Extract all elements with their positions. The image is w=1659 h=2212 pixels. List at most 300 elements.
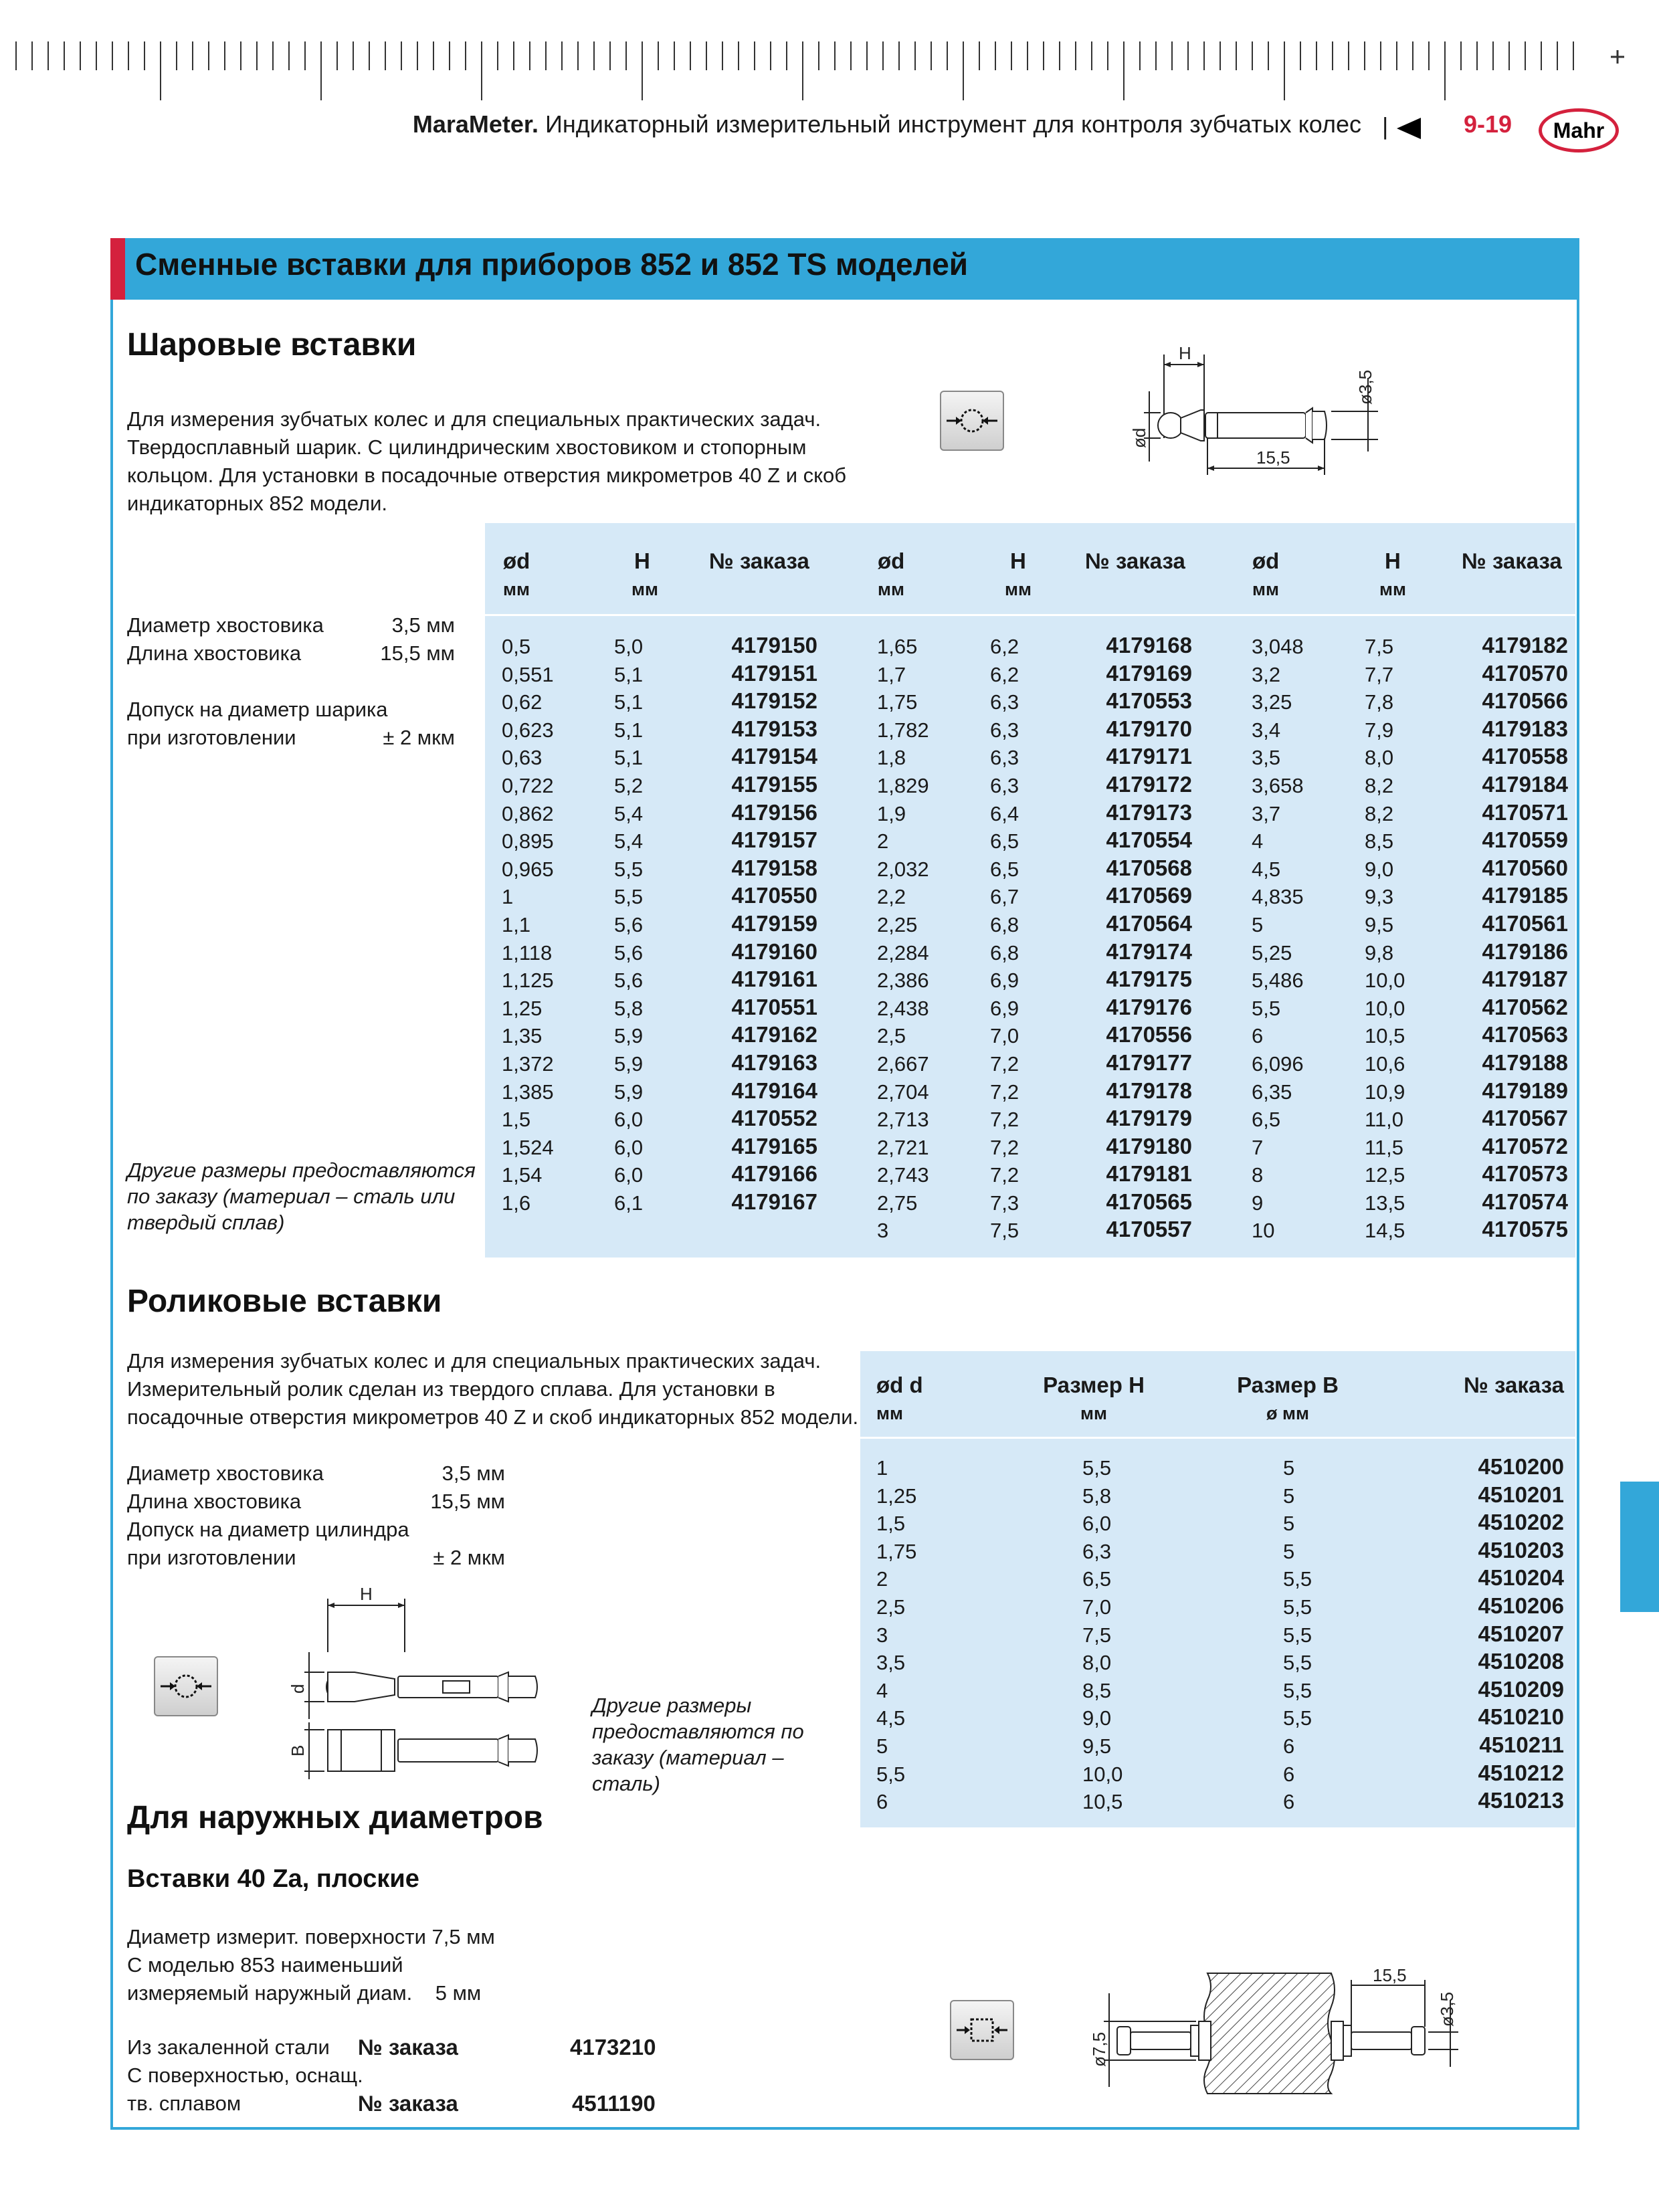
table-cell: 4179175 — [1106, 967, 1192, 992]
table-cell: 10,0 — [1365, 969, 1405, 993]
spec-label: Диаметр хвостовика — [127, 613, 324, 637]
table-cell: 4510210 — [1478, 1704, 1564, 1730]
table-cell: 4179185 — [1482, 883, 1568, 908]
table-cell: 6,8 — [990, 940, 1019, 965]
note-line: заказу (материал – — [592, 1746, 784, 1769]
table-cell: 11,5 — [1365, 1135, 1404, 1159]
table-cell: 6,5 — [990, 857, 1019, 881]
table-cell: 4179181 — [1106, 1161, 1192, 1187]
table-cell: 4179161 — [731, 967, 817, 992]
table-cell: 6,8 — [990, 912, 1019, 936]
table-cell: 2,743 — [877, 1163, 929, 1187]
table-cell: 1,5 — [876, 1512, 906, 1536]
table-cell: 2 — [877, 829, 889, 853]
table-cell: 1 — [876, 1456, 888, 1480]
outer-desc-line: С моделью 853 наименьший — [127, 1953, 403, 1977]
table-cell: 1,524 — [502, 1135, 554, 1159]
table-cell: 0,5 — [502, 635, 531, 658]
table-cell: 2,75 — [877, 1191, 918, 1215]
table-cell: 8,5 — [1082, 1678, 1112, 1702]
table-cell: 14,5 — [1365, 1219, 1405, 1243]
table-cell: 6,5 — [1082, 1567, 1112, 1591]
table-cell: 6,3 — [990, 690, 1019, 714]
order-label: № заказа — [358, 2035, 458, 2059]
outer-desc-line: измеряемый наружный диам. 5 мм — [127, 1981, 482, 2005]
table-cell: 4170567 — [1482, 1106, 1568, 1131]
table-cell: 4510213 — [1478, 1788, 1564, 1813]
table-cell: 5,8 — [1082, 1484, 1112, 1508]
dim-d-label: ø7,5 — [1089, 2031, 1109, 2067]
table-cell: 6,0 — [1082, 1512, 1112, 1536]
table-cell: 3,25 — [1252, 690, 1292, 714]
table-cell: 5 — [1252, 912, 1264, 936]
col-unit-h: мм — [1379, 579, 1406, 599]
ball-desc-line: индикаторных 852 модели. — [127, 492, 388, 515]
table-cell: 7,8 — [1365, 690, 1394, 714]
ball-col-h — [990, 633, 1019, 1245]
col-unit-h: мм — [1005, 579, 1032, 599]
table-cell: 6,7 — [990, 885, 1019, 909]
table-cell: 4179189 — [1482, 1078, 1568, 1103]
table-cell: 5,9 — [614, 1080, 644, 1104]
table-cell: 6,096 — [1252, 1051, 1304, 1076]
table-cell: 5,5 — [1283, 1706, 1312, 1730]
table-cell: 4510203 — [1478, 1537, 1564, 1563]
table-cell: 4170563 — [1482, 1022, 1568, 1047]
ball-col-d — [877, 633, 929, 1245]
table-cell: 4,835 — [1252, 885, 1304, 909]
ball-col-d — [1252, 633, 1304, 1245]
dim-h-label: H — [360, 1584, 373, 1604]
table-cell: 2,25 — [877, 912, 918, 936]
col-header-h: H — [1385, 548, 1401, 573]
table-cell: 4179172 — [1106, 771, 1192, 797]
col-unit-d: мм — [876, 1403, 903, 1423]
ball-specs — [127, 611, 455, 752]
table-cell: 1,118 — [502, 940, 553, 965]
table-cell: 4,5 — [876, 1706, 906, 1730]
table-cell: 7,0 — [990, 1024, 1019, 1048]
table-cell: 6,3 — [1082, 1539, 1112, 1563]
spec-value: 15,5 мм — [430, 1490, 505, 1513]
ball-col-order — [669, 631, 817, 1215]
outer-description — [127, 1923, 495, 2007]
table-cell: 5,6 — [614, 969, 644, 993]
table-cell: 6,1 — [614, 1191, 644, 1215]
table-cell: 7 — [1252, 1135, 1264, 1159]
table-cell: 4179157 — [731, 827, 817, 853]
col-header-order: № заказа — [709, 548, 809, 573]
table-cell: 4170575 — [1482, 1217, 1568, 1242]
spec-label: при изготовлении — [127, 1546, 296, 1569]
table-cell: 4170554 — [1106, 827, 1192, 853]
table-cell: 4179152 — [731, 688, 817, 714]
table-cell: 4179176 — [1106, 994, 1192, 1019]
table-cell: 3,658 — [1252, 773, 1304, 797]
table-cell: 0,551 — [502, 662, 554, 686]
table-cell: 4179183 — [1482, 716, 1568, 741]
col-header-order: № заказа — [1464, 1373, 1564, 1397]
table-cell: 4179180 — [1106, 1133, 1192, 1159]
note-line: сталь) — [592, 1772, 660, 1795]
table-cell: 13,5 — [1365, 1191, 1405, 1215]
table-cell: 2,713 — [877, 1108, 929, 1132]
table-cell: 10 — [1252, 1219, 1275, 1243]
table-cell: 4179187 — [1482, 967, 1568, 992]
outer-diameter-icon — [950, 2000, 1014, 2060]
table-cell: 4170566 — [1482, 688, 1568, 714]
table-cell: 5,5 — [1252, 996, 1281, 1020]
mahr-logo — [1539, 108, 1619, 153]
table-cell: 0,895 — [502, 829, 554, 853]
table-cell: 7,3 — [990, 1191, 1019, 1215]
item-label: тв. сплавом — [127, 2092, 241, 2115]
header-subtitle: Индикаторный измерительный инструмент для контроля зубчатых колес — [545, 110, 1361, 138]
table-cell: 7,2 — [990, 1108, 1019, 1132]
table-cell: 6,9 — [990, 969, 1019, 993]
table-cell: 4170561 — [1482, 910, 1568, 936]
table-cell: 5 — [1283, 1512, 1295, 1536]
table-cell: 6,3 — [990, 718, 1019, 742]
dim-length-label: 15,5 — [1256, 447, 1290, 468]
table-cell: 9,8 — [1365, 940, 1394, 965]
table-cell: 1,125 — [502, 969, 554, 993]
table-cell: 2,386 — [877, 969, 929, 993]
banner-title: Сменные вставки для приборов 852 и 852 TS моделей — [135, 247, 969, 282]
table-cell: 4179177 — [1106, 1049, 1192, 1075]
table-cell: 4510212 — [1478, 1760, 1564, 1785]
table-cell: 4179186 — [1482, 938, 1568, 964]
spec-value: 15,5 мм — [380, 641, 455, 665]
table-cell: 5,0 — [614, 635, 644, 658]
dim-b-label: B — [288, 1744, 308, 1756]
table-cell: 7,5 — [1365, 635, 1394, 658]
table-cell: 7,9 — [1365, 718, 1394, 742]
table-cell: 6,0 — [614, 1108, 644, 1132]
outer-order-list — [127, 2033, 676, 2118]
table-cell: 2,438 — [877, 996, 929, 1020]
item-label: С поверхностью, оснащ. — [127, 2064, 363, 2087]
table-cell: 6,2 — [990, 635, 1019, 658]
spec-label: Длина хвостовика — [127, 1490, 302, 1513]
table-cell: 5,1 — [614, 746, 644, 770]
table-cell: 5,5 — [1082, 1456, 1112, 1480]
roller-description — [127, 1347, 858, 1431]
table-cell: 4170552 — [731, 1106, 817, 1131]
table-cell: 5,9 — [614, 1024, 644, 1048]
table-cell: 1,54 — [502, 1163, 543, 1187]
table-cell: 1,35 — [502, 1024, 543, 1048]
table-cell: 5,25 — [1252, 940, 1292, 965]
table-cell: 9,3 — [1365, 885, 1394, 909]
ball-desc-line: кольцом. Для установки в посадочные отверстия микрометров 40 Z и скоб — [127, 464, 847, 487]
spec-value: ± 2 мкм — [383, 726, 455, 749]
table-cell: 1,25 — [502, 996, 543, 1020]
roller-heading: Роликовые вставки — [127, 1284, 442, 1319]
table-cell: 8,5 — [1365, 829, 1394, 853]
spec-label: Допуск на диаметр цилиндра — [127, 1518, 409, 1541]
table-cell: 5,1 — [614, 662, 644, 686]
table-cell: 6,35 — [1252, 1080, 1292, 1104]
table-cell: 1,9 — [877, 801, 906, 825]
col-header-d: ød — [878, 548, 905, 573]
roller-col-b — [1283, 1454, 1312, 1816]
order-label: № заказа — [358, 2091, 458, 2116]
table-cell: 1,75 — [876, 1539, 917, 1563]
roller-desc-line: Измерительный ролик сделан из твердого сплава. Для установки в — [127, 1377, 775, 1401]
table-cell: 1,1 — [502, 912, 531, 936]
table-cell: 4179170 — [1106, 716, 1192, 741]
table-cell: 3,4 — [1252, 718, 1281, 742]
table-cell: 4170570 — [1482, 660, 1568, 686]
roller-col-h — [1082, 1454, 1123, 1816]
col-unit-d: мм — [503, 579, 530, 599]
table-cell: 8,2 — [1365, 773, 1394, 797]
col-header-order: № заказа — [1462, 548, 1562, 573]
spec-label: Диаметр хвостовика — [127, 1462, 324, 1485]
table-cell: 7,2 — [990, 1080, 1019, 1104]
roller-col-order — [1405, 1453, 1564, 1815]
note-line: Другие размеры предоставляются — [127, 1159, 476, 1182]
table-cell: 4179151 — [731, 660, 817, 686]
table-cell: 3,048 — [1252, 635, 1304, 658]
table-cell: 8,0 — [1365, 746, 1394, 770]
table-cell: 1,8 — [877, 746, 906, 770]
table-cell: 4179163 — [731, 1049, 817, 1075]
table-cell: 0,623 — [502, 718, 554, 742]
table-cell: 1,372 — [502, 1051, 554, 1076]
table-cell: 5,1 — [614, 718, 644, 742]
table-cell: 5 — [1283, 1539, 1295, 1563]
table-cell: 3,2 — [1252, 662, 1281, 686]
ball-note — [127, 1157, 476, 1235]
table-cell: 0,965 — [502, 857, 554, 881]
table-cell: 4170551 — [731, 994, 817, 1019]
table-cell: 4510201 — [1478, 1482, 1564, 1507]
table-cell: 5,486 — [1252, 969, 1304, 993]
table-cell: 6,9 — [990, 996, 1019, 1020]
table-cell: 4170572 — [1482, 1133, 1568, 1159]
measurement-insert-icon — [940, 391, 1004, 451]
table-cell: 5,9 — [614, 1051, 644, 1076]
ball-insert-diagram — [1104, 338, 1385, 492]
col-header-h: Размер H — [1043, 1373, 1145, 1397]
spec-label: Допуск на диаметр шарика — [127, 698, 388, 721]
table-cell: 5,1 — [614, 690, 644, 714]
table-cell: 4179179 — [1106, 1106, 1192, 1131]
table-cell: 2,721 — [877, 1135, 929, 1159]
table-cell: 4510208 — [1478, 1649, 1564, 1674]
table-cell: 4 — [876, 1678, 888, 1702]
outer-heading: Для наружных диаметров — [127, 1800, 543, 1835]
table-cell: 7,5 — [1082, 1623, 1112, 1647]
page-number: 9-19 — [1464, 110, 1512, 138]
table-cell: 8,0 — [1082, 1651, 1112, 1675]
table-cell: 4179166 — [731, 1161, 817, 1187]
table-cell: 4170558 — [1482, 744, 1568, 769]
flat-insert-diagram — [1084, 1960, 1465, 2100]
table-cell: 2,5 — [876, 1595, 906, 1619]
table-cell: 6 — [1283, 1734, 1295, 1758]
table-cell: 5,5 — [614, 857, 644, 881]
table-cell: 4179159 — [731, 910, 817, 936]
spec-label: при изготовлении — [127, 726, 296, 749]
table-cell: 5,5 — [614, 885, 644, 909]
table-cell: 11,0 — [1365, 1108, 1404, 1132]
table-cell: 4179174 — [1106, 938, 1192, 964]
ball-heading: Шаровые вставки — [127, 327, 417, 363]
table-cell: 4510207 — [1478, 1621, 1564, 1646]
dim-shank-label: ø3,5 — [1437, 1991, 1457, 2027]
table-cell: 4,5 — [1252, 857, 1281, 881]
table-cell: 6,5 — [990, 829, 1019, 853]
table-cell: 4510209 — [1478, 1676, 1564, 1702]
table-cell: 4170556 — [1106, 1022, 1192, 1047]
ball-desc-line: Для измерения зубчатых колес и для специальных практических задач. — [127, 407, 821, 431]
roller-insert-diagram — [288, 1579, 569, 1779]
table-cell: 4510202 — [1478, 1510, 1564, 1535]
table-cell: 9,0 — [1082, 1706, 1112, 1730]
table-cell: 4 — [1252, 829, 1264, 853]
col-unit-b: ø мм — [1266, 1403, 1309, 1423]
table-cell: 1,385 — [502, 1080, 554, 1104]
table-cell: 10,9 — [1365, 1080, 1405, 1104]
table-cell: 4170559 — [1482, 827, 1568, 853]
roller-desc-line: посадочные отверстия микрометров 40 Z и скоб индикаторных 852 модели. — [127, 1405, 859, 1429]
table-cell: 4179173 — [1106, 799, 1192, 825]
table-cell: 5 — [1283, 1484, 1295, 1508]
roller-specs — [127, 1460, 505, 1572]
dim-shank-label: ø3,5 — [1355, 369, 1375, 405]
table-cell: 5,5 — [1283, 1567, 1312, 1591]
col-header-d: ød d — [876, 1373, 923, 1397]
table-divider — [860, 1437, 1575, 1439]
table-cell: 6,0 — [614, 1135, 644, 1159]
item-label: Из закаленной стали — [127, 2035, 330, 2059]
table-cell: 3 — [877, 1219, 889, 1243]
table-cell: 4179165 — [731, 1133, 817, 1159]
dim-length-label: 15,5 — [1373, 1965, 1407, 1985]
col-header-d: ød — [503, 548, 530, 573]
table-cell: 3,5 — [876, 1651, 906, 1675]
table-cell: 4179184 — [1482, 771, 1568, 797]
table-cell: 6,2 — [990, 662, 1019, 686]
col-header-h: H — [634, 548, 650, 573]
table-cell: 4170564 — [1106, 910, 1192, 936]
header-separator: | — [1382, 112, 1389, 140]
table-cell: 4179164 — [731, 1078, 817, 1103]
ball-col-order — [1044, 631, 1192, 1243]
col-header-h: H — [1010, 548, 1026, 573]
roller-note — [592, 1692, 804, 1797]
table-cell: 0,862 — [502, 801, 554, 825]
table-cell: 4510206 — [1478, 1593, 1564, 1618]
table-cell: 2,667 — [877, 1051, 929, 1076]
ball-table — [485, 523, 1575, 1258]
table-cell: 4179153 — [731, 716, 817, 741]
ball-description — [127, 405, 846, 518]
table-cell: 7,0 — [1082, 1595, 1112, 1619]
table-cell: 9 — [1252, 1191, 1264, 1215]
col-unit-h: мм — [1080, 1403, 1107, 1423]
table-cell: 4510200 — [1478, 1454, 1564, 1479]
table-cell: 6,0 — [614, 1163, 644, 1187]
table-cell: 10,5 — [1082, 1790, 1123, 1814]
col-header-d: ød — [1252, 548, 1280, 573]
table-cell: 1,829 — [877, 773, 929, 797]
ball-col-d — [502, 633, 554, 1217]
spec-value: 3,5 мм — [442, 1462, 505, 1485]
table-cell: 2,5 — [877, 1024, 906, 1048]
table-cell: 6,4 — [990, 801, 1019, 825]
table-cell: 10,5 — [1365, 1024, 1405, 1048]
table-cell: 3,5 — [1252, 746, 1281, 770]
table-cell: 2,704 — [877, 1080, 929, 1104]
table-divider — [485, 614, 1575, 616]
ball-desc-line: Твердосплавный шарик. С цилиндрическим хвостовиком и стопорным — [127, 435, 807, 459]
table-cell: 4179155 — [731, 771, 817, 797]
banner-accent — [110, 238, 125, 300]
roller-col-d — [876, 1454, 916, 1816]
table-cell: 3 — [876, 1623, 888, 1647]
table-cell: 5,4 — [614, 829, 644, 853]
table-cell: 0,62 — [502, 690, 543, 714]
table-cell: 1,7 — [877, 662, 906, 686]
ball-col-h — [1365, 633, 1405, 1245]
table-cell: 4510204 — [1478, 1565, 1564, 1591]
roller-insert-icon — [154, 1656, 218, 1716]
spec-value: ± 2 мкм — [433, 1546, 505, 1569]
col-unit-d: мм — [878, 579, 904, 599]
table-cell: 1,782 — [877, 718, 929, 742]
table-cell: 5,5 — [1283, 1595, 1312, 1619]
note-line: предоставляются по — [592, 1720, 804, 1743]
table-cell: 4170557 — [1106, 1217, 1192, 1242]
table-cell: 4170574 — [1482, 1189, 1568, 1214]
table-cell: 1,5 — [502, 1108, 531, 1132]
table-cell: 4179160 — [731, 938, 817, 964]
table-cell: 10,0 — [1365, 996, 1405, 1020]
table-cell: 4179169 — [1106, 660, 1192, 686]
spec-value: 3,5 мм — [391, 613, 455, 637]
note-line: по заказу (материал – сталь или — [127, 1185, 456, 1208]
table-cell: 4170562 — [1482, 994, 1568, 1019]
table-cell: 4179154 — [731, 744, 817, 769]
table-cell: 6 — [1252, 1024, 1264, 1048]
section-tab — [1620, 1482, 1659, 1612]
table-cell: 4170550 — [731, 883, 817, 908]
table-cell: 7,7 — [1365, 662, 1394, 686]
table-cell: 4170568 — [1106, 855, 1192, 880]
dim-h-label: H — [1179, 343, 1191, 363]
table-cell: 7,2 — [990, 1051, 1019, 1076]
table-cell: 4170569 — [1106, 883, 1192, 908]
col-header-b: Размер B — [1237, 1373, 1339, 1397]
table-cell: 8,2 — [1365, 801, 1394, 825]
table-cell: 5,2 — [614, 773, 644, 797]
table-cell: 8 — [1252, 1163, 1264, 1187]
table-cell: 5,5 — [876, 1762, 906, 1786]
crop-ruler — [0, 0, 1659, 107]
pointer-arrow-icon — [1397, 118, 1421, 139]
table-cell: 6,5 — [1252, 1108, 1281, 1132]
table-cell: 4179150 — [731, 633, 817, 658]
table-cell: 4179178 — [1106, 1078, 1192, 1103]
col-unit-h: мм — [631, 579, 658, 599]
table-cell: 4170560 — [1482, 855, 1568, 880]
table-cell: 7,2 — [990, 1135, 1019, 1159]
order-number: 4173210 — [570, 2035, 656, 2059]
